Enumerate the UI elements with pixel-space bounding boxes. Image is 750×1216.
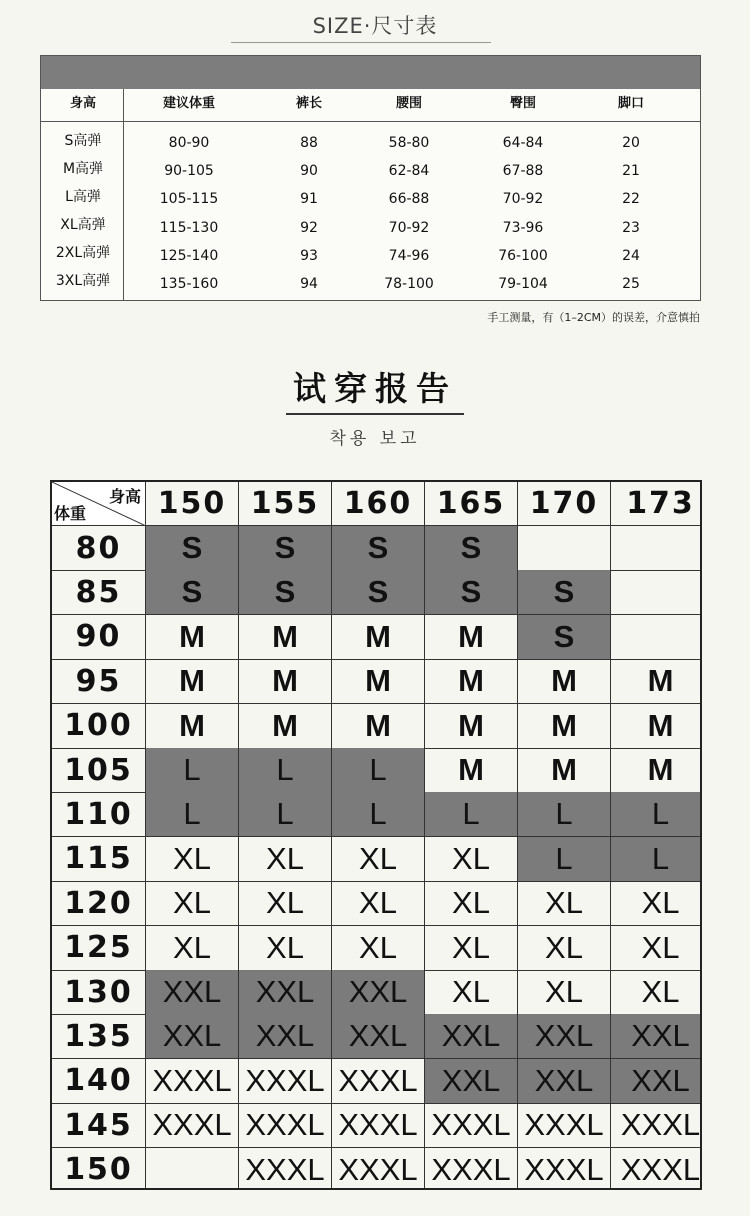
size-recommendation-cell: XL — [332, 926, 425, 971]
size-recommendation-cell: S — [146, 526, 239, 571]
size-recommendation-cell: M — [332, 704, 425, 749]
size-recommendation-cell: M — [425, 615, 518, 660]
size-row-label: M高弹 — [62, 161, 104, 177]
size-cell: 91 — [300, 191, 318, 208]
weight-label-100: 100 — [52, 704, 146, 749]
size-table-divider — [123, 89, 124, 300]
size-recommendation-cell: L — [146, 792, 239, 837]
size-cell: 73-96 — [502, 219, 544, 236]
weight-label-125: 125 — [52, 926, 146, 971]
trial-report-subtitle: 착용 보고 — [329, 429, 421, 449]
size-recommendation-cell: XXXL — [611, 1148, 702, 1190]
height-header-165: 165 — [425, 482, 518, 526]
size-cell: 22 — [622, 191, 640, 208]
size-recommendation-cell: M — [611, 659, 702, 704]
size-recommendation-cell: XL — [332, 881, 425, 926]
size-cell: 92 — [300, 219, 318, 236]
size-recommendation-cell: XL — [146, 881, 239, 926]
size-recommendation-cell: XL — [518, 881, 611, 926]
height-header-170: 170 — [518, 482, 611, 526]
trial-title-underline — [286, 413, 464, 415]
size-cell: 62-84 — [388, 163, 430, 180]
weight-label-120: 120 — [52, 881, 146, 926]
size-recommendation-cell: XXL — [518, 1059, 611, 1104]
size-recommendation-cell — [518, 526, 611, 571]
size-recommendation-cell: XXL — [239, 970, 332, 1015]
size-recommendation-cell: XL — [146, 837, 239, 882]
size-header-2: 裤长 — [295, 96, 322, 111]
size-header-3: 腰围 — [395, 96, 422, 111]
size-recommendation-cell: XXXL — [425, 1148, 518, 1190]
size-cell: 80-90 — [168, 135, 210, 151]
size-cell: 66-88 — [388, 191, 430, 208]
size-recommendation-cell: XXL — [146, 970, 239, 1015]
size-recommendation-cell: M — [239, 704, 332, 749]
size-recommendation-cell: S — [146, 570, 239, 615]
size-recommendation-cell: XL — [611, 926, 702, 971]
weight-label-145: 145 — [52, 1103, 146, 1148]
weight-label-135: 135 — [52, 1014, 146, 1059]
size-recommendation-cell: XXXL — [239, 1148, 332, 1190]
size-recommendation-cell: S — [332, 570, 425, 615]
size-cell: 90 — [300, 163, 318, 180]
size-recommendation-cell: XL — [332, 837, 425, 882]
size-cell: 94 — [300, 276, 318, 292]
size-recommendation-cell: S — [518, 570, 611, 615]
size-recommendation-cell: XL — [611, 970, 702, 1015]
size-recommendation-cell: XL — [239, 926, 332, 971]
size-recommendation-cell: XXXL — [332, 1148, 425, 1190]
size-recommendation-cell: L — [332, 748, 425, 793]
size-cell: 67-88 — [502, 163, 544, 180]
size-cell: 76-100 — [498, 247, 548, 264]
size-recommendation-cell: XL — [425, 926, 518, 971]
size-recommendation-cell: M — [518, 704, 611, 749]
size-recommendation-cell — [146, 1148, 239, 1190]
size-recommendation-cell: S — [239, 526, 332, 571]
size-cell: 70-92 — [388, 219, 430, 236]
size-cell: 58-80 — [388, 135, 430, 151]
size-recommendation-cell: XL — [239, 837, 332, 882]
size-recommendation-cell: XXXL — [518, 1148, 611, 1190]
size-recommendation-cell: L — [611, 792, 702, 837]
size-recommendation-cell: XXL — [611, 1014, 702, 1059]
weight-label-105: 105 — [52, 748, 146, 793]
size-recommendation-cell: XL — [146, 926, 239, 971]
size-cell: 88 — [300, 135, 318, 151]
size-cell: 79-104 — [498, 276, 548, 292]
size-recommendation-cell: M — [611, 748, 702, 793]
size-cell: 70-92 — [502, 191, 544, 208]
height-header-160: 160 — [332, 482, 425, 526]
size-recommendation-cell: XXXL — [332, 1103, 425, 1148]
size-recommendation-cell: XXXL — [518, 1103, 611, 1148]
size-row-label: 2XL高弹 — [55, 245, 111, 261]
size-table-header-bar — [41, 56, 700, 89]
size-cell: 21 — [622, 163, 640, 180]
size-cell: 24 — [622, 247, 640, 264]
size-recommendation-cell: XXL — [332, 970, 425, 1015]
size-recommendation-cell: M — [611, 704, 702, 749]
size-recommendation-cell: XL — [425, 970, 518, 1015]
size-cell: 125-140 — [159, 247, 219, 264]
height-header-150: 150 — [146, 482, 239, 526]
weight-label-95: 95 — [52, 659, 146, 704]
size-header-1: 建议体重 — [162, 96, 215, 111]
weight-label-80: 80 — [52, 526, 146, 571]
size-row-label: 3XL高弹 — [55, 273, 111, 289]
size-cell: 105-115 — [159, 191, 219, 208]
size-recommendation-cell: XXXL — [425, 1103, 518, 1148]
size-cell: 135-160 — [159, 276, 219, 292]
weight-label-150: 150 — [52, 1148, 146, 1190]
size-recommendation-cell — [611, 526, 702, 571]
size-recommendation-cell: S — [239, 570, 332, 615]
size-recommendation-cell: S — [332, 526, 425, 571]
size-recommendation-cell: L — [518, 792, 611, 837]
title-underline — [231, 42, 491, 43]
corner-weight-label: 体重 — [54, 504, 87, 523]
size-recommendation-cell: XXXL — [332, 1059, 425, 1104]
size-row-label: S高弹 — [64, 133, 102, 149]
size-recommendation-cell: XXXL — [146, 1059, 239, 1104]
size-recommendation-cell: XXXL — [611, 1103, 702, 1148]
size-recommendation-cell: M — [425, 704, 518, 749]
size-recommendation-cell: XXL — [146, 1014, 239, 1059]
size-cell: 64-84 — [502, 135, 544, 151]
size-cell: 90-105 — [164, 163, 214, 180]
size-recommendation-cell: L — [239, 792, 332, 837]
size-recommendation-cell: XXL — [425, 1014, 518, 1059]
size-cell: 78-100 — [384, 276, 434, 292]
size-recommendation-cell: XL — [518, 926, 611, 971]
height-header-173: 173 — [611, 482, 702, 526]
size-recommendation-cell: L — [146, 748, 239, 793]
size-recommendation-cell: XXL — [518, 1014, 611, 1059]
size-recommendation-cell: XL — [425, 881, 518, 926]
size-recommendation-cell: XL — [518, 970, 611, 1015]
size-header-5: 脚口 — [617, 96, 644, 111]
size-recommendation-cell: M — [425, 659, 518, 704]
size-table — [40, 55, 701, 301]
size-recommendation-cell: L — [611, 837, 702, 882]
size-cell: 25 — [622, 276, 640, 292]
size-cell: 74-96 — [388, 247, 430, 264]
size-recommendation-cell: L — [425, 792, 518, 837]
size-cell: 20 — [622, 135, 640, 151]
size-recommendation-cell: XXL — [239, 1014, 332, 1059]
size-recommendation-cell: XXL — [332, 1014, 425, 1059]
size-recommendation-cell — [611, 570, 702, 615]
size-recommendation-cell: XXXL — [239, 1103, 332, 1148]
trial-size-grid — [50, 480, 702, 1190]
size-recommendation-cell: M — [425, 748, 518, 793]
size-recommendation-cell: M — [518, 659, 611, 704]
weight-label-85: 85 — [52, 570, 146, 615]
size-cell: 115-130 — [159, 219, 219, 236]
weight-label-130: 130 — [52, 970, 146, 1015]
grid-corner-cell — [52, 482, 146, 526]
size-recommendation-cell: L — [518, 837, 611, 882]
size-recommendation-cell: M — [332, 615, 425, 660]
size-recommendation-cell: XXL — [425, 1059, 518, 1104]
weight-label-110: 110 — [52, 792, 146, 837]
size-recommendation-cell: XXL — [611, 1059, 702, 1104]
size-recommendation-cell: L — [332, 792, 425, 837]
height-header-155: 155 — [239, 482, 332, 526]
size-recommendation-cell: XL — [239, 881, 332, 926]
size-recommendation-cell: L — [239, 748, 332, 793]
size-recommendation-cell: S — [425, 570, 518, 615]
size-recommendation-cell: M — [146, 704, 239, 749]
size-header-0: 身高 — [69, 96, 96, 111]
size-recommendation-cell: XXXL — [146, 1103, 239, 1148]
size-recommendation-cell: M — [332, 659, 425, 704]
trial-report-title: 试穿报告 — [293, 369, 457, 408]
size-chart-title: SIZE·尺寸表 — [312, 14, 438, 38]
weight-label-140: 140 — [52, 1059, 146, 1104]
corner-height-label: 身高 — [108, 487, 141, 506]
size-recommendation-cell — [611, 615, 702, 660]
size-row-label: XL高弹 — [60, 217, 106, 233]
weight-label-90: 90 — [52, 615, 146, 660]
size-recommendation-cell: M — [239, 615, 332, 660]
size-recommendation-cell: S — [518, 615, 611, 660]
size-recommendation-cell: XL — [611, 881, 702, 926]
size-cell: 23 — [622, 219, 640, 236]
size-recommendation-cell: XXXL — [239, 1059, 332, 1104]
size-row-label: L高弹 — [65, 189, 101, 205]
size-recommendation-cell: XL — [425, 837, 518, 882]
size-recommendation-cell: S — [425, 526, 518, 571]
size-recommendation-cell: M — [146, 659, 239, 704]
size-cell: 93 — [300, 247, 318, 264]
measurement-note: 手工测量，有（1–2CM）的误差，介意慎拍 — [487, 311, 700, 324]
weight-label-115: 115 — [52, 837, 146, 882]
size-recommendation-cell: M — [239, 659, 332, 704]
size-recommendation-cell: M — [518, 748, 611, 793]
size-header-4: 臀围 — [509, 96, 536, 111]
size-recommendation-cell: M — [146, 615, 239, 660]
